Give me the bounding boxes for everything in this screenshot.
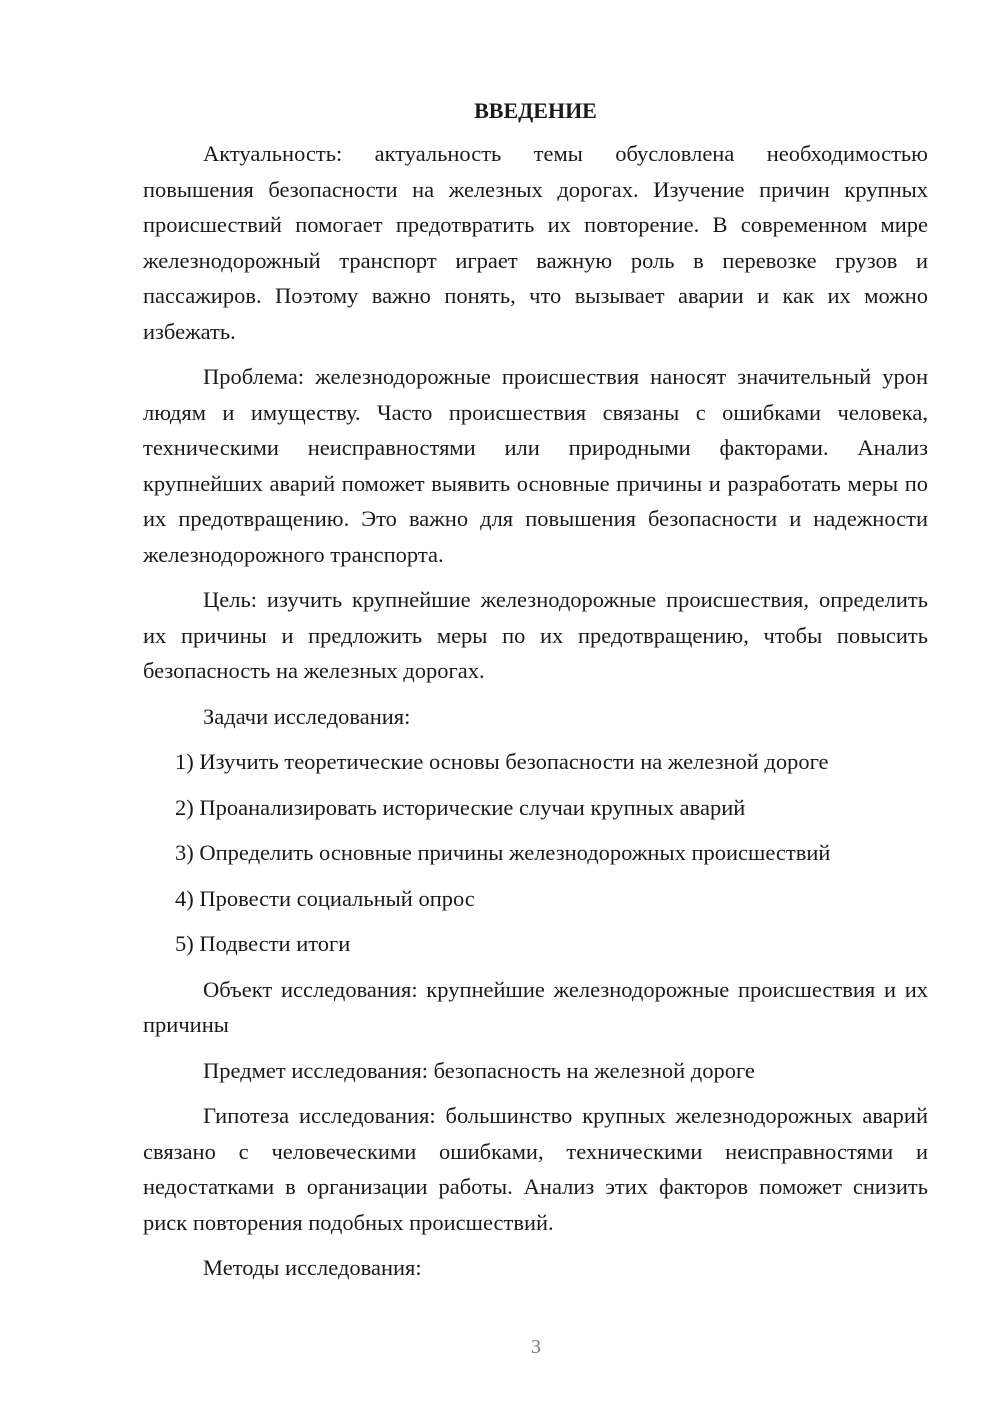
tasks-list [143, 744, 928, 962]
list-item: 1) Изучить теоретические основы безопасности на железной дороге [175, 749, 829, 774]
list-item: 4) Провести социальный опрос [175, 885, 475, 911]
methods-label: Методы исследования: [203, 1255, 422, 1280]
tasks-label: Задачи исследования: [203, 703, 411, 729]
list-item: 2) Проанализировать исторические случаи крупных аварий [175, 794, 746, 820]
relevance-paragraph: Актуальность: актуальность темы обусловлена необходимостью повышения безопасности на железных дорогах. Изучение причин крупных происшествий помогает предотвратить их повторение. В современном мире железнодорожный транспорт играет важную роль в перевозке грузов и пассажиров. Поэтому важно понять, что вызывает аварии и как их можно избежать. [143, 141, 928, 344]
goal-paragraph: Цель: изучить крупнейшие железнодорожные происшествия, определить их причины и предложить меры по их предотвращению, чтобы повысить безопасность на железных дорогах. [143, 587, 928, 683]
list-item: 3) Определить основные причины железнодорожных происшествий [175, 840, 831, 865]
list-item: 5) Подвести итоги [175, 931, 351, 956]
hypothesis-paragraph: Гипотеза исследования: большинство крупных железнодорожных аварий связано с человеческими ошибками, техническими неисправностями и недостатками в организации работы. Анализ этих факторов поможет снизить риск повторения подобных происшествий. [143, 1103, 928, 1235]
subject-paragraph: Предмет исследования: безопасность на железной дороге [203, 1057, 755, 1083]
page-number: 3 [531, 1336, 541, 1358]
problem-paragraph: Проблема: железнодорожные происшествия наносят значительный урон людям и имуществу. Часто происшествия связаны с ошибками человека, техническими неисправностями или природными факторами. Анализ крупнейших аварий поможет выявить основные причины и разработать меры по их предотвращению. Это важно для повышения безопасности и надежности железнодорожного транспорта. [143, 364, 928, 567]
page-content [143, 96, 928, 1296]
object-paragraph: Объект исследования: крупнейшие железнодорожные происшествия и их причины [143, 976, 928, 1037]
section-heading: ВВЕДЕНИЕ [474, 98, 597, 123]
